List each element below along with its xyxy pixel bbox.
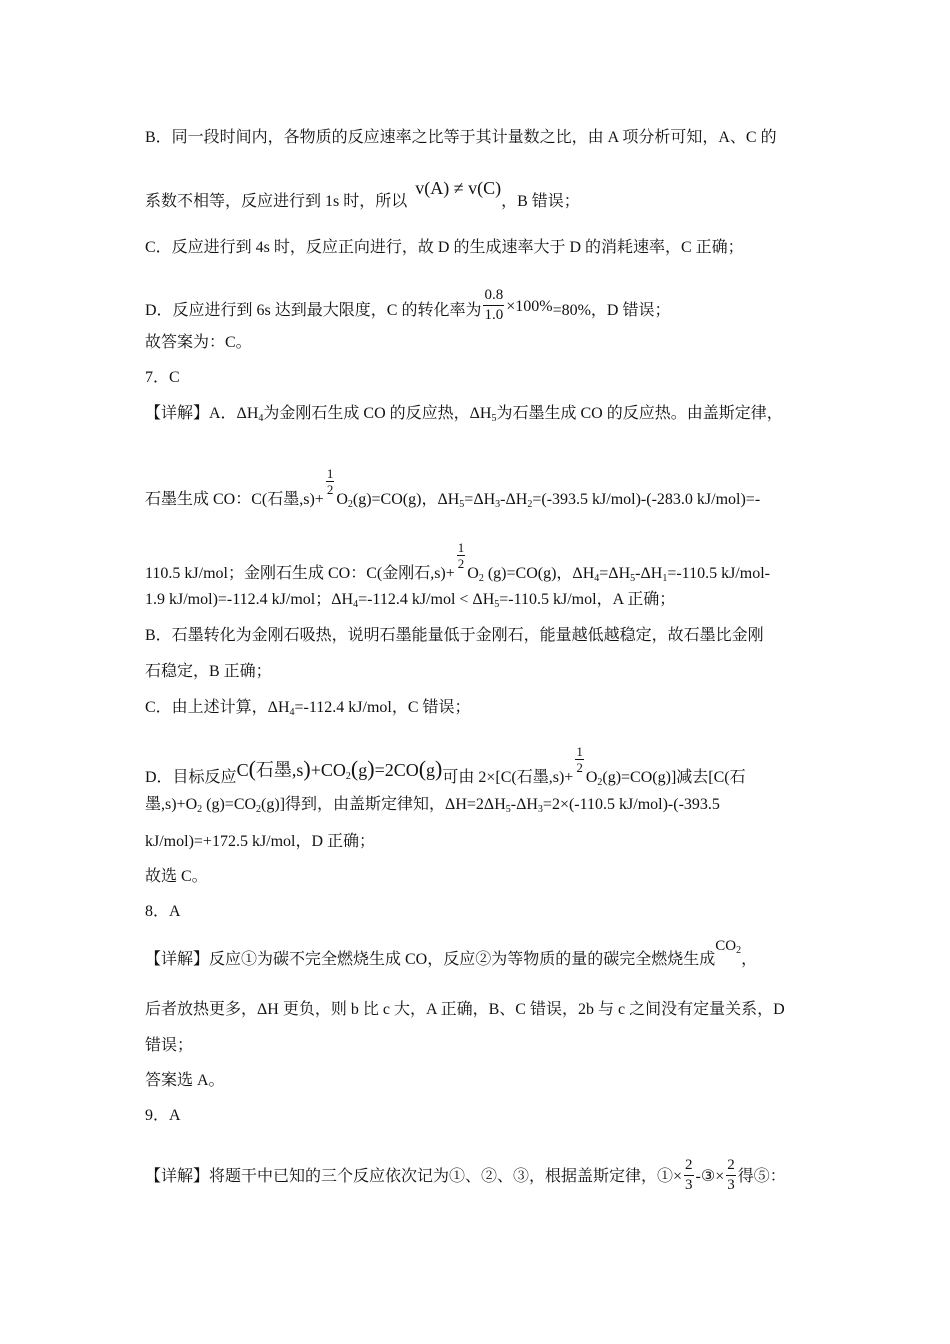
text-span: 【详解】将题干中已知的三个反应依次记为①、②、③，根据盖斯定律，①×: [145, 1168, 683, 1185]
fraction-numerator: 1: [457, 540, 465, 555]
text-line: 石稳定，B 正确；: [145, 663, 272, 680]
text-span: D．目标反应: [145, 769, 237, 786]
text-span: =2CO: [374, 760, 419, 780]
text-line: kJ/mol)=+172.5 kJ/mol，D 正确；: [145, 833, 376, 850]
rate-inequality: v(A) ≠ v(C): [415, 178, 502, 198]
fraction-numerator: 1: [326, 466, 334, 481]
fraction-denominator: 2: [576, 760, 583, 775]
text-span: 【详解】A．ΔH: [145, 405, 259, 422]
fraction-numerator: 0.8: [484, 287, 504, 303]
paren: ): [303, 756, 311, 781]
text-span: =-112.4 kJ/mol < ΔH: [358, 591, 495, 608]
paren: (: [248, 756, 256, 781]
fraction-half: [575, 744, 584, 775]
text-span: =-112.4 kJ/mol，C 错误；: [294, 699, 471, 716]
subscript: 3: [495, 499, 501, 510]
text-span: =2×(-110.5 kJ/mol)-(-393.5: [542, 796, 720, 813]
paren: (: [418, 756, 427, 781]
text-span: 为石墨生成 CO 的反应热。由盖斯定律，: [496, 405, 783, 422]
fraction-half: [326, 466, 335, 497]
text-span: =80%，D 错误；: [552, 302, 671, 319]
text-span: (g)=CO(g)]减去[C(石: [602, 769, 746, 786]
text-span: =-110.5 kJ/mol-: [667, 565, 770, 582]
fraction-denominator: 2: [326, 482, 334, 497]
paren: ): [435, 756, 443, 781]
text-span: 【详解】反应①为碳不完全燃烧生成 CO，反应②为等物质的量的碳完全燃烧生成: [145, 951, 716, 968]
text-span: 为金刚石生成 CO 的反应热，ΔH: [263, 405, 492, 422]
paren: ): [367, 756, 375, 781]
subscript: 2: [345, 771, 351, 782]
text-span: ，: [741, 951, 758, 968]
text-span: C．由上述计算，ΔH: [145, 699, 290, 716]
fraction-two-thirds: [684, 1156, 694, 1195]
text-line: B．石墨转化为金刚石吸热，说明石墨能量低于金刚石，能量越低越稳定，故石墨比金刚: [145, 627, 764, 644]
text-line: [145, 590, 675, 610]
question-number: 9．A: [145, 1107, 181, 1124]
subscript: 2: [478, 573, 484, 584]
text-span: 110.5 kJ/mol；金刚石生成 CO：C(金刚石,s)+: [145, 565, 455, 582]
text-span: O: [467, 565, 479, 582]
text-span: 系数不相等，反应进行到 1s 时，所以: [145, 193, 408, 210]
fraction-denominator: 2: [457, 556, 465, 571]
subscript: 1: [662, 573, 668, 584]
text-line: B．同一段时间内，各物质的反应速率之比等于其计量数之比，由 A 项分析可知，A、C 的: [145, 129, 777, 146]
subscript: 2: [256, 804, 262, 815]
text-span: 得⑤：: [737, 1168, 786, 1185]
subscript: 5: [505, 804, 511, 815]
text-span: -③×: [695, 1168, 725, 1185]
text-span: =-110.5 kJ/mol，A 正确；: [499, 591, 676, 608]
text-span: (g)=CO: [202, 796, 257, 813]
text-span: 石墨生成 CO：C(石墨,s)+: [145, 491, 324, 508]
text-span: =ΔH: [464, 491, 496, 508]
fraction: [483, 286, 504, 325]
subscript: 4: [289, 707, 295, 718]
text-span: D．反应进行到 6s 达到最大限度，C 的转化率为: [145, 302, 482, 319]
text-span: 墨,s)+O: [145, 796, 198, 813]
text-line: 故选 C。: [145, 868, 208, 885]
subscript: 4: [353, 599, 359, 610]
fraction-two-thirds: [726, 1156, 736, 1195]
subscript: 3: [537, 804, 543, 815]
text-span: =(-393.5 kJ/mol)-(-283.0 kJ/mol)=-: [532, 491, 761, 508]
text-span: (g)=CO(g)，ΔH: [352, 491, 460, 508]
paren: (: [350, 756, 359, 781]
subscript: 2: [736, 945, 742, 956]
text-span: CO: [715, 938, 737, 954]
text-span: -ΔH: [500, 491, 528, 508]
text-span: g: [426, 760, 436, 780]
subscript: 5: [630, 573, 636, 584]
text-span: 石墨,s: [255, 760, 304, 780]
fraction-denominator: 3: [685, 1177, 693, 1193]
text-line: [145, 178, 580, 212]
fraction-denominator: 1.0: [484, 307, 504, 323]
text-line: [145, 286, 671, 325]
text-line: 故答案为：C。: [145, 334, 252, 351]
subscript: 5: [459, 499, 465, 510]
text-line: [145, 698, 471, 718]
text-line: [145, 466, 760, 510]
text-span: -ΔH: [635, 565, 663, 582]
text-span: 1.9 kJ/mol)=-112.4 kJ/mol；ΔH: [145, 591, 354, 608]
text-line: C．反应进行到 4s 时，反应正向进行，故 D 的生成速率大于 D 的消耗速率，C 正确；: [145, 239, 744, 256]
text-span: -ΔH: [510, 796, 538, 813]
text-line: [145, 795, 720, 815]
fraction-numerator: 2: [727, 1157, 735, 1173]
fraction-half: [457, 540, 466, 571]
text-line: [145, 744, 746, 788]
text-span: =ΔH: [599, 565, 631, 582]
text-span: ×100%: [506, 298, 553, 315]
subscript: 2: [597, 777, 603, 788]
subscript: 5: [491, 413, 497, 424]
text-span: +CO: [310, 760, 346, 780]
subscript: 4: [258, 413, 264, 424]
subscript: 2: [197, 804, 203, 815]
text-span: O: [585, 769, 598, 786]
text-span: ，B 错误；: [501, 193, 580, 210]
text-span: O: [336, 491, 348, 508]
subscript: 5: [494, 599, 500, 610]
fraction-numerator: 2: [685, 1157, 693, 1173]
question-number: 8．A: [145, 903, 181, 920]
fraction-denominator: 3: [727, 1177, 735, 1193]
subscript: 4: [594, 573, 600, 584]
text-span: (g)=CO(g)，ΔH: [483, 565, 595, 582]
subscript: 2: [347, 499, 353, 510]
text-line: [145, 404, 783, 424]
text-line: [145, 938, 758, 970]
subscript: 2: [527, 499, 533, 510]
text-span: C: [236, 760, 249, 780]
text-span: g: [358, 760, 368, 780]
target-reaction-equation: [236, 756, 443, 782]
text-span: 可由 2×[C(石墨,s)+: [442, 769, 574, 786]
text-line: 后者放热更多，ΔH 更负，则 b 比 c 大，A 正确，B、C 错误，2b 与 c 之间没有定量关系，D: [145, 1001, 785, 1018]
question-number: 7．C: [145, 369, 180, 386]
text-line: [145, 1156, 786, 1195]
text-line: 答案选 A。: [145, 1072, 225, 1089]
text-line: 错误；: [145, 1037, 194, 1054]
text-line: [145, 540, 770, 584]
co2-formula: [715, 936, 741, 956]
fraction-numerator: 1: [576, 744, 583, 759]
text-span: (g)]得到，由盖斯定律知，ΔH=2ΔH: [261, 796, 506, 813]
